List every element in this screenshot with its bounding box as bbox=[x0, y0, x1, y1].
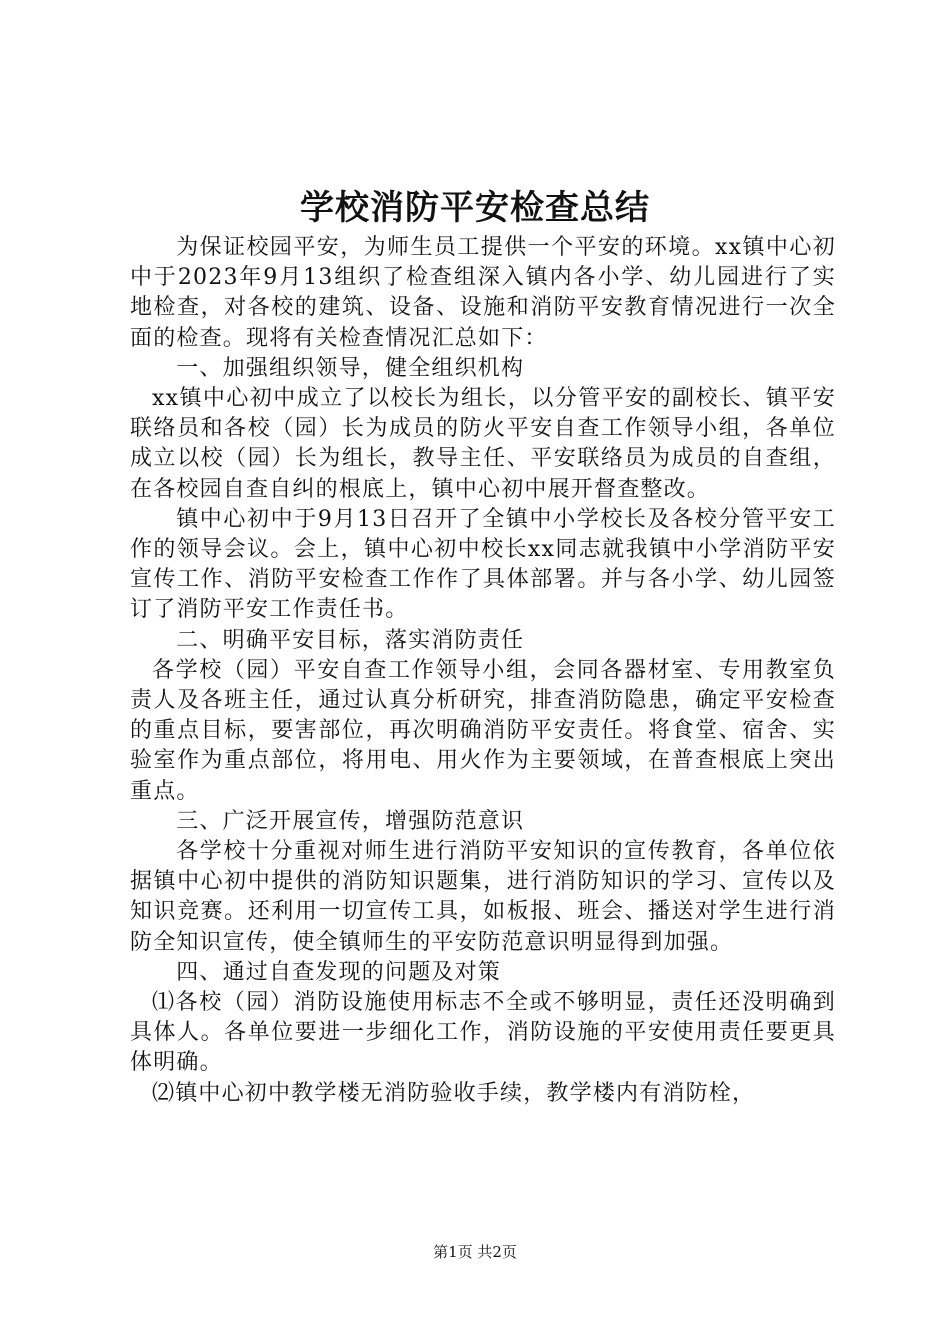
document-title: 学校消防平安检查总结 bbox=[300, 188, 650, 228]
page-footer: 第1页 共2页 bbox=[433, 1243, 517, 1261]
paragraph-issue-2: ⑵镇中心初中教学楼无消防验收手续，教学楼内有消防栓， bbox=[152, 1080, 756, 1106]
document-body bbox=[130, 233, 836, 1109]
section-heading-1: 一、加强组织领导，健全组织机构 bbox=[176, 355, 525, 381]
paragraph-responsibility: 各学校（园）平安自查工作领导小组，会同各器材室、专用教室负责人及各班主任，通过认真分析研究，排查消防隐患，确定平安检查的重点目标，要害部位，再次明确消防平安责任。将食堂、宿舍、实验室作为重点部位，将用电、用火作为主要领域，在普查根底上突出重点。 bbox=[130, 657, 836, 804]
section-heading-3: 三、广泛开展宣传，增强防范意识 bbox=[176, 808, 525, 834]
section-heading-2: 二、明确平安目标，落实消防责任 bbox=[176, 627, 525, 653]
paragraph-meeting: 镇中心初中于9月13日召开了全镇中小学校长及各校分管平安工作的领导会议。会上，镇中心初中校长xx同志就我镇中小学消防平安宣传工作、消防平安检查工作作了具体部署。并与各小学、幼儿园签订了消防平安工作责任书。 bbox=[130, 506, 836, 623]
paragraph-organization: xx镇中心初中成立了以校长为组长，以分管平安的副校长、镇平安联络员和各校（园）长为成员的防火平安自查工作领导小组，各单位成立以校（园）长为组长，教导主任、平安联络员为成员的自查组，在各校园自查自纠的根底上，镇中心初中展开督查整改。 bbox=[130, 386, 836, 502]
paragraph-intro: 为保证校园平安，为师生员工提供一个平安的环境。xx镇中心初中于2023年9月13组织了检查组深入镇内各小学、幼儿园进行了实地检查，对各校的建筑、设备、设施和消防平安教育情况进行一次全面的检查。现将有关检查情况汇总如下： bbox=[130, 235, 836, 351]
section-heading-4: 四、通过自查发现的问题及对策 bbox=[176, 959, 501, 985]
paragraph-issue-1: ⑴各校（园）消防设施使用标志不全或不够明显，责任还没明确到具体人。各单位要进一步细化工作，消防设施的平安使用责任要更具体明确。 bbox=[130, 990, 836, 1076]
paragraph-publicity: 各学校十分重视对师生进行消防平安知识的宣传教育，各单位依据镇中心初中提供的消防知识题集，进行消防知识的学习、宣传以及知识竞赛。还利用一切宣传工具，如板报、班会、播送对学生进行消防全知识宣传，使全镇师生的平安防范意识明显得到加强。 bbox=[130, 839, 836, 955]
